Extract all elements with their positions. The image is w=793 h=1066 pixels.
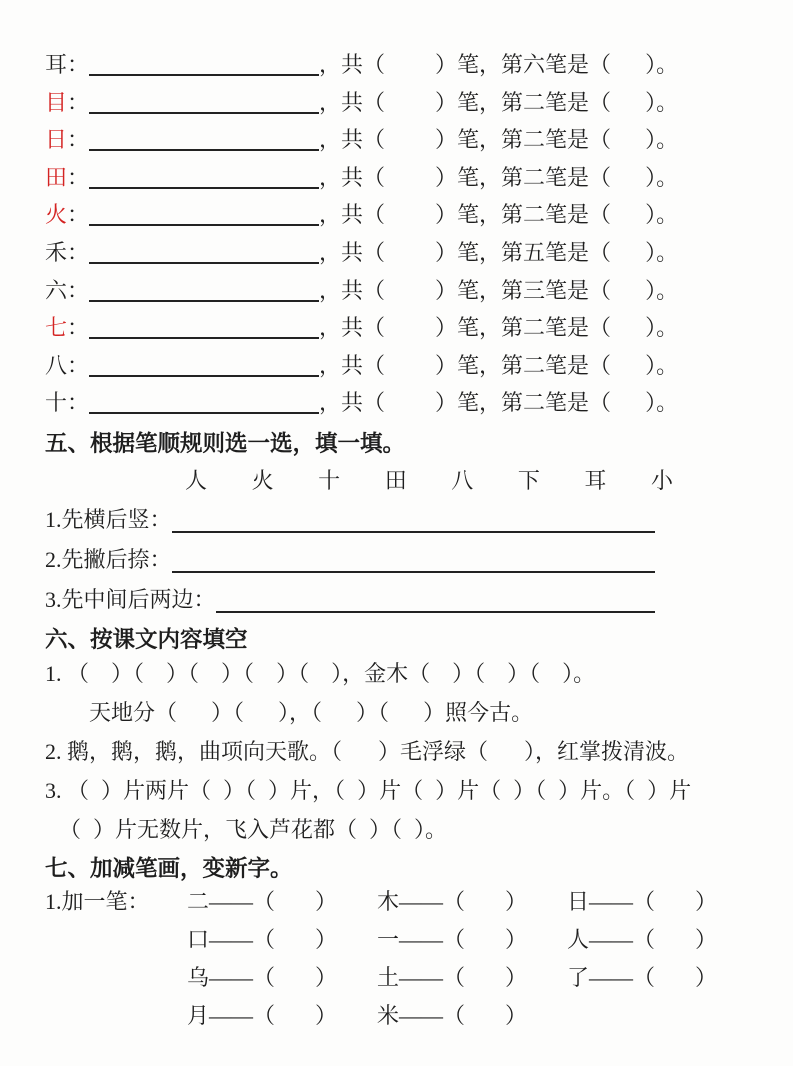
answer-line (89, 224, 319, 226)
answer-blank (389, 719, 423, 720)
target-character: 日 (45, 127, 68, 153)
answer-blank (385, 297, 435, 298)
answer-line (89, 412, 319, 414)
answer-line (172, 531, 655, 533)
add-stroke-row (45, 959, 748, 997)
stroke-order-item (45, 540, 655, 580)
stroke-order-item (45, 580, 655, 620)
stroke-fill-section (45, 46, 748, 422)
target-character: 火 (45, 202, 68, 228)
answer-blank (385, 221, 435, 222)
answer-blank (199, 680, 221, 681)
answer-blank (244, 719, 278, 720)
stroke-order-item (45, 500, 655, 540)
answer-line (89, 337, 319, 339)
bank-character: 耳 (584, 467, 607, 493)
answer-blank (611, 334, 645, 335)
answer-blank (385, 334, 435, 335)
add-stroke-row (45, 883, 748, 921)
stroke-row: 六： ，共（ ）笔，第三笔是（ ）。 (45, 277, 679, 303)
answer-blank (465, 1022, 505, 1023)
answer-blank (345, 797, 357, 798)
answer-blank (655, 946, 695, 947)
character-bank (185, 464, 673, 498)
answer-blank (357, 836, 369, 837)
target-character: 六 (45, 277, 68, 303)
add-stroke-row (45, 921, 748, 959)
cloze-line: 2. 鹅，鹅，鹅，曲项向天歌。（ ）毛浮绿（ ），红掌拨清波。 (45, 738, 690, 764)
add-stroke-cell: 了——（ ） (567, 964, 718, 990)
answer-blank (385, 71, 435, 72)
answer-blank (655, 908, 695, 909)
answer-blank (254, 680, 276, 681)
cloze-line: 3. （ ）片两片（ ）（ ）片，（ ）片（ ）片（ ）（ ）片。（ ）片 (45, 777, 692, 803)
stroke-row: 耳： ，共（ ）笔，第六笔是（ ）。 (45, 52, 679, 77)
answer-blank (611, 221, 645, 222)
row-label (45, 959, 187, 997)
answer-blank (501, 797, 513, 798)
answer-blank (611, 297, 645, 298)
add-stroke-cell: 二——（ ） (187, 888, 338, 914)
section-seven-heading: 七、加减笔画，变新字。 (45, 855, 293, 881)
row-label (45, 997, 187, 1035)
add-stroke-cell: 月——（ ） (187, 1002, 338, 1028)
target-character: 耳 (45, 52, 68, 77)
answer-blank (385, 146, 435, 147)
answer-line (89, 74, 319, 76)
answer-blank (655, 984, 695, 985)
answer-line (172, 571, 655, 573)
answer-blank (89, 797, 101, 798)
stroke-row: 目： ，共（ ）笔，第二笔是（ ）。 (45, 89, 679, 115)
answer-blank (635, 797, 647, 798)
target-character: 十 (45, 390, 68, 416)
cloze-line: （ ）片无数片，飞入芦花都（ ）（ ）。 (59, 816, 448, 842)
answer-blank (488, 758, 524, 759)
target-character: 七 (45, 315, 68, 341)
answer-blank (385, 372, 435, 373)
target-character: 禾 (45, 239, 68, 265)
answer-blank (611, 372, 645, 373)
cloze-line: 1. （ ）（ ）（ ）（ ）（ ），金木（ ）（ ）（ ）。 (45, 660, 596, 686)
answer-blank (385, 259, 435, 260)
answer-blank (540, 680, 562, 681)
answer-blank (546, 797, 558, 798)
add-stroke-cell: 米——（ ） (377, 1002, 528, 1028)
answer-blank (385, 109, 435, 110)
section-five-heading: 五、根据笔顺规则选一选，填一填。 (45, 430, 406, 456)
answer-blank (611, 109, 645, 110)
add-stroke-cell: 人——（ ） (567, 926, 718, 952)
answer-line (89, 112, 319, 114)
answer-blank (465, 984, 505, 985)
stroke-row: 日： ，共（ ）笔，第二笔是（ ）。 (45, 127, 679, 153)
add-stroke-cell: 土——（ ） (377, 964, 528, 990)
answer-blank (342, 758, 378, 759)
answer-blank (275, 1022, 315, 1023)
answer-line (89, 375, 319, 377)
answer-blank (211, 797, 223, 798)
target-character: 田 (45, 164, 68, 190)
answer-blank (465, 908, 505, 909)
bank-character: 火 (251, 467, 274, 493)
add-stroke-row (45, 997, 748, 1035)
stroke-row: 十： ，共（ ）笔，第二笔是（ ）。 (45, 390, 679, 416)
answer-blank (177, 719, 211, 720)
bank-character: 田 (384, 467, 407, 493)
add-stroke-cell: 日——（ ） (567, 888, 718, 914)
answer-blank (423, 797, 435, 798)
add-stroke-cell: 乌——（ ） (187, 964, 338, 990)
section-six-heading: 六、按课文内容填空 (45, 626, 248, 652)
answer-blank (322, 719, 356, 720)
bank-character: 八 (451, 467, 474, 493)
bank-character: 下 (517, 467, 540, 493)
text-fill-section (45, 654, 748, 849)
add-stroke-cell: 木——（ ） (377, 888, 528, 914)
add-stroke-cell: 一——（ ） (377, 926, 528, 952)
row-label: 1.加一笔： (45, 888, 150, 914)
answer-blank (275, 908, 315, 909)
answer-line (216, 611, 655, 613)
stroke-row: 八： ，共（ ）笔，第二笔是（ ）。 (45, 352, 679, 378)
answer-line (89, 300, 319, 302)
answer-blank (309, 680, 331, 681)
bank-character: 十 (318, 467, 341, 493)
cloze-line: 天地分（ ）（ ），（ ）（ ）照今古。 (89, 699, 534, 725)
answer-blank (385, 184, 435, 185)
answer-blank (275, 984, 315, 985)
answer-blank (611, 184, 645, 185)
answer-line (89, 187, 319, 189)
stroke-row: 禾： ，共（ ）笔，第五笔是（ ）。 (45, 239, 679, 265)
answer-blank (611, 71, 645, 72)
target-character: 八 (45, 352, 68, 378)
answer-blank (611, 146, 645, 147)
answer-blank (256, 797, 268, 798)
item-label: 3.先中间后两边： (45, 586, 216, 612)
answer-blank (275, 946, 315, 947)
answer-line (89, 149, 319, 151)
answer-blank (385, 409, 435, 410)
answer-blank (465, 946, 505, 947)
answer-blank (485, 680, 507, 681)
answer-blank (81, 836, 93, 837)
answer-blank (430, 680, 452, 681)
bank-character: 人 (185, 467, 208, 493)
answer-blank (89, 680, 111, 681)
bank-character: 小 (650, 467, 673, 493)
item-label: 1.先横后竖： (45, 506, 172, 532)
stroke-order-items (45, 500, 748, 620)
answer-blank (402, 836, 414, 837)
stroke-row: 火： ，共（ ）笔，第二笔是（ ）。 (45, 202, 679, 228)
target-character: 目 (45, 89, 68, 115)
answer-line (89, 262, 319, 264)
stroke-row: 七： ，共（ ）笔，第二笔是（ ）。 (45, 315, 679, 341)
row-label (45, 921, 187, 959)
item-label: 2.先撇后捺： (45, 546, 172, 572)
answer-blank (611, 259, 645, 260)
answer-blank (611, 409, 645, 410)
add-stroke-cell: 口——（ ） (187, 926, 338, 952)
add-stroke-section (45, 883, 748, 1035)
stroke-row: 田： ，共（ ）笔，第二笔是（ ）。 (45, 164, 679, 190)
answer-blank (144, 680, 166, 681)
